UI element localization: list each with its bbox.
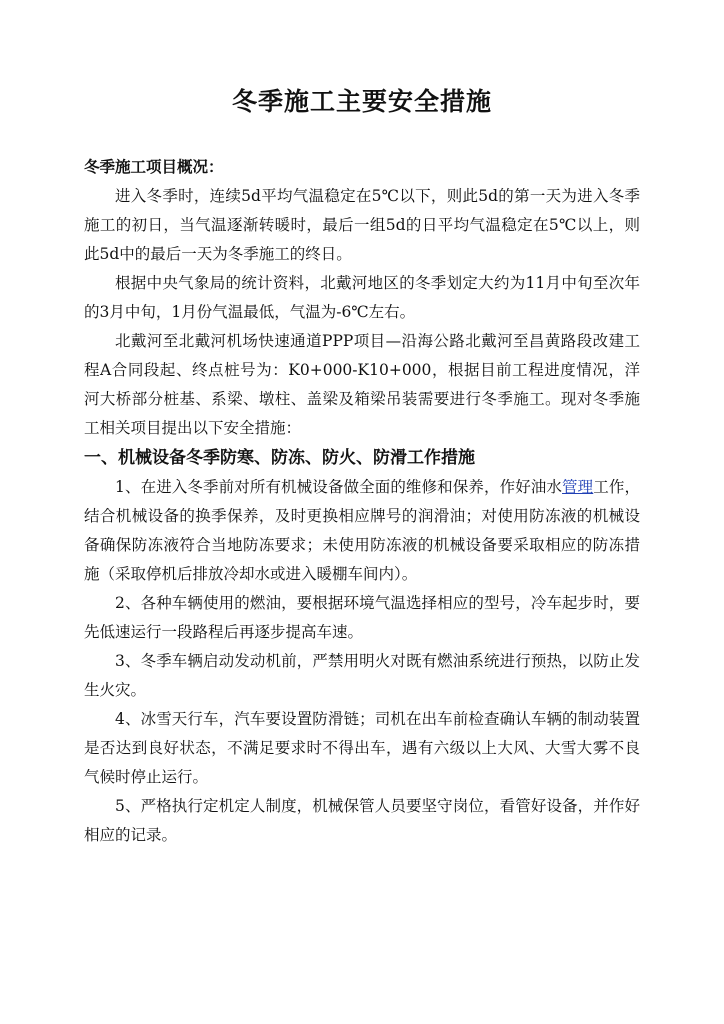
section-1-item-5: 5、严格执行定机定人制度，机械保管人员要坚守岗位，看管好设备，并作好相应的记录。 [84,797,640,844]
document-body [84,152,640,850]
page-title: 冬季施工主要安全措施 [231,87,492,116]
overview-paragraph-1: 进入冬季时，连续5d平均气温稳定在5℃以下，则此5d的第一天为进入冬季施工的初日，当气温逐渐转暖时，最后一组5d的日平均气温稳定在5℃以上，则此5d中的最后一天为冬季施工的终日。 [84,187,640,263]
item-1-text-start: 1、在进入冬季前对所有机械设备做全面的维修和保养，作好油水 [115,478,563,496]
section-1-item-3: 3、冬季车辆启动发动机前，严禁用明火对既有燃油系统进行预热，以防止发生火灾。 [84,652,640,699]
section-1-item-1 [84,473,640,589]
section-1-heading: 一、机械设备冬季防寒、防冻、防火、防滑工作措施 [84,448,475,468]
item-1-text-end: 工作，结合机械设备的换季保养，及时更换相应牌号的润滑油；对使用防冻液的机械设备确保防冻液符合当地防冻要求；未使用防冻液的机械设备要采取相应的防冻措施（采取停机后排放冷却水或进入暖棚车间内）。 [84,478,640,583]
section-1-item-2: 2、各种车辆使用的燃油，要根据环境气温选择相应的型号，冷车起步时，要先低速运行一段路程后再逐步提高车速。 [84,594,640,641]
section-1-item-4: 4、冰雪天行车，汽车要设置防滑链；司机在出车前检查确认车辆的制动装置是否达到良好状态，不满足要求时不得出车，遇有六级以上大风、大雪大雾不良气候时停止运行。 [84,710,640,786]
management-link[interactable]: 管理 [562,478,594,496]
overview-paragraph-2: 根据中央气象局的统计资料，北戴河地区的冬季划定大约为11月中旬至次年的3月中旬，1月份气温最低，气温为-6℃左右。 [84,274,640,321]
overview-heading: 冬季施工项目概况： [84,158,224,176]
overview-paragraph-3: 北戴河至北戴河机场快速通道PPP项目—沿海公路北戴河至昌黄路段改建工程A合同段起、终点桩号为：K0+000-K10+000，根据目前工程进度情况，洋河大桥部分桩基、系梁、墩柱、盖梁及箱梁吊装需要进行冬季施工。现对冬季施工相关项目提出以下安全措施： [84,332,640,437]
